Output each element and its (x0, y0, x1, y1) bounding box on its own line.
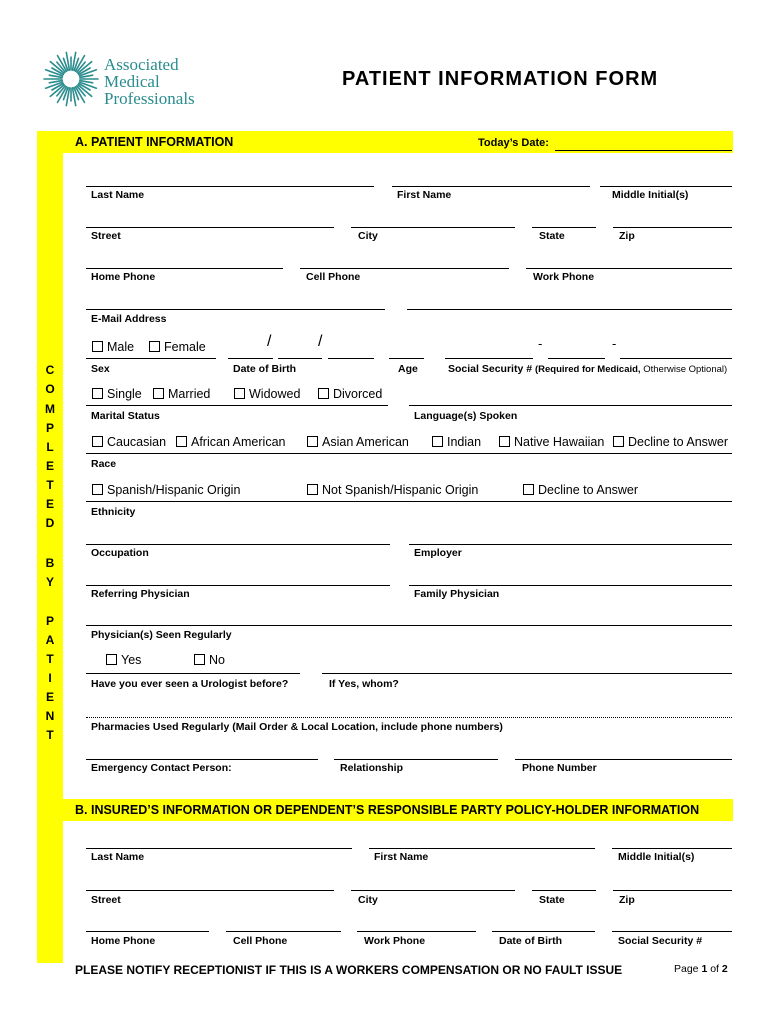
pharmacies-label: Pharmacies Used Regularly (Mail Order & Local Location, include phone numbers) (91, 721, 503, 733)
home-phone-label: Home Phone (91, 271, 156, 283)
b-middle-initial-label: Middle Initial(s) (618, 851, 695, 863)
side-letter: T (46, 652, 54, 666)
race-caucasian-option[interactable]: Caucasian (92, 435, 166, 449)
marital-single-option[interactable]: Single (92, 387, 142, 401)
occupation-label: Occupation (91, 547, 149, 559)
side-letter: T (46, 728, 54, 742)
side-letter: B (45, 556, 55, 570)
work-phone-field[interactable] (526, 268, 732, 269)
b-dob-field[interactable] (492, 931, 595, 932)
ethnicity-not-hispanic-option[interactable]: Not Spanish/Hispanic Origin (307, 483, 478, 497)
checkbox-icon[interactable] (307, 484, 318, 495)
checkbox-icon[interactable] (106, 654, 117, 665)
side-letter: Y (45, 575, 54, 589)
urologist-field (86, 673, 300, 674)
todays-date-field[interactable] (555, 150, 732, 151)
logo-line1: Associated (104, 55, 179, 74)
ethnicity-hispanic-option[interactable]: Spanish/Hispanic Origin (92, 483, 240, 497)
emergency-contact-label: Emergency Contact Person: (91, 762, 232, 774)
employer-label: Employer (414, 547, 462, 559)
ssn-separator-1: - (538, 336, 543, 351)
dob-year-field[interactable] (328, 358, 374, 359)
ssn-part1-field[interactable] (445, 358, 533, 359)
b-state-field[interactable] (532, 890, 596, 891)
race-asian-american-option[interactable]: Asian American (307, 435, 409, 449)
checkbox-icon[interactable] (318, 388, 329, 399)
first-name-label: First Name (397, 189, 452, 201)
ssn-note: (Required for Medicaid, Otherwise Optional) (535, 364, 728, 375)
ethnicity-label: Ethnicity (91, 506, 136, 518)
b-first-name-label: First Name (374, 851, 429, 863)
dob-day-field[interactable] (278, 358, 322, 359)
street-label: Street (91, 230, 121, 242)
dob-label: Date of Birth (233, 363, 296, 375)
sex-male-option[interactable]: Male (92, 340, 134, 354)
family-physician-field[interactable] (409, 585, 732, 586)
home-phone-field[interactable] (86, 268, 283, 269)
state-field[interactable] (532, 227, 596, 228)
race-field (86, 453, 732, 454)
checkbox-icon[interactable] (149, 341, 160, 352)
dob-month-field[interactable] (228, 358, 273, 359)
b-zip-label: Zip (619, 894, 635, 906)
sex-female-option[interactable]: Female (149, 340, 206, 354)
b-street-label: Street (91, 894, 121, 906)
family-physician-label: Family Physician (414, 588, 500, 600)
dob-separator-1: / (267, 333, 272, 350)
if-yes-label: If Yes, whom? (329, 678, 399, 690)
emergency-contact-field[interactable] (86, 759, 318, 760)
physicians-seen-label: Physician(s) Seen Regularly (91, 629, 232, 641)
form-title: PATIENT INFORMATION FORM (342, 68, 659, 90)
b-work-phone-field[interactable] (357, 931, 476, 932)
emergency-phone-field[interactable] (515, 759, 732, 760)
city-label: City (358, 230, 378, 242)
ssn-label: Social Security # (448, 363, 533, 375)
side-letter: P (45, 421, 54, 435)
side-letter: E (45, 459, 54, 473)
urologist-whom-field[interactable] (322, 673, 732, 674)
page-number: Page 1 of 2 (674, 963, 728, 975)
b-first-name-field[interactable] (369, 848, 595, 849)
state-label: State (539, 230, 565, 242)
middle-initial-field[interactable] (600, 186, 732, 187)
pharmacies-field[interactable] (86, 717, 732, 718)
occupation-field[interactable] (86, 544, 390, 545)
checkbox-icon[interactable] (92, 436, 103, 447)
checkbox-icon[interactable] (523, 484, 534, 495)
section-b-title: B. INSURED’S INFORMATION OR DEPENDENT’S RESPONSIBLE PARTY POLICY-HOLDER INFORMATION (75, 803, 700, 817)
ssn-part2-field[interactable] (548, 358, 605, 359)
b-home-phone-label: Home Phone (91, 935, 156, 947)
ethnicity-field (86, 501, 732, 502)
side-letter: T (46, 478, 54, 492)
email-label: E-Mail Address (91, 313, 167, 325)
sex-label: Sex (91, 363, 110, 375)
checkbox-icon[interactable] (194, 654, 205, 665)
ethnicity-decline-option[interactable]: Decline to Answer (523, 483, 638, 497)
b-state-label: State (539, 894, 565, 906)
side-strip (37, 131, 63, 963)
b-last-name-label: Last Name (91, 851, 145, 863)
b-ssn-label: Social Security # (618, 935, 703, 947)
b-middle-initial-field[interactable] (612, 848, 732, 849)
sex-field (86, 358, 216, 359)
logo-line2: Medical (104, 72, 160, 91)
zip-field[interactable] (613, 227, 732, 228)
checkbox-icon[interactable] (613, 436, 624, 447)
marital-divorced-option[interactable]: Divorced (318, 387, 382, 401)
b-city-label: City (358, 894, 378, 906)
cell-phone-label: Cell Phone (306, 271, 361, 283)
logo-line3: Professionals (104, 89, 195, 108)
side-letter: E (45, 690, 54, 704)
languages-field[interactable] (409, 405, 732, 406)
dob-separator-2: / (318, 333, 323, 350)
ssn-separator-2: - (612, 336, 617, 351)
checkbox-icon[interactable] (92, 484, 103, 495)
race-african-american-option[interactable]: African American (176, 435, 285, 449)
checkbox-icon[interactable] (153, 388, 164, 399)
side-letter: M (45, 402, 55, 416)
checkbox-icon[interactable] (92, 341, 103, 352)
email-extra-field[interactable] (407, 309, 732, 310)
referring-physician-label: Referring Physician (91, 588, 190, 600)
b-last-name-field[interactable] (86, 848, 352, 849)
side-letter: O (45, 382, 55, 396)
checkbox-icon[interactable] (432, 436, 443, 447)
zip-label: Zip (619, 230, 635, 242)
race-native-hawaiian-option[interactable]: Native Hawaiian (499, 435, 604, 449)
last-name-field[interactable] (86, 186, 374, 187)
marital-married-option[interactable]: Married (153, 387, 210, 401)
b-ssn-field[interactable] (612, 931, 732, 932)
first-name-field[interactable] (392, 186, 590, 187)
b-cell-phone-field[interactable] (226, 931, 341, 932)
race-label: Race (91, 458, 117, 470)
relationship-label: Relationship (340, 762, 404, 774)
ssn-part3-field[interactable] (620, 358, 732, 359)
section-a-title: A. PATIENT INFORMATION (75, 135, 234, 149)
b-city-field[interactable] (351, 890, 515, 891)
race-indian-option[interactable]: Indian (432, 435, 481, 449)
marital-status-label: Marital Status (91, 410, 160, 422)
side-letter: L (46, 440, 54, 454)
city-field[interactable] (351, 227, 515, 228)
age-label: Age (398, 363, 418, 375)
side-letter: N (45, 709, 55, 723)
work-phone-label: Work Phone (533, 271, 595, 283)
side-letter: P (45, 614, 54, 628)
checkbox-icon[interactable] (92, 388, 103, 399)
b-cell-phone-label: Cell Phone (233, 935, 288, 947)
last-name-label: Last Name (91, 189, 145, 201)
checkbox-icon[interactable] (499, 436, 510, 447)
phone-number-label: Phone Number (522, 762, 597, 774)
footer-notice: PLEASE NOTIFY RECEPTIONIST IF THIS IS A WORKERS COMPENSATION OR NO FAULT ISSUE (75, 963, 623, 977)
urologist-no-option[interactable]: No (194, 653, 225, 667)
checkbox-icon[interactable] (234, 388, 245, 399)
employer-field[interactable] (409, 544, 732, 545)
cell-phone-field[interactable] (300, 268, 509, 269)
languages-label: Language(s) Spoken (414, 410, 518, 422)
sunburst-logo-icon (42, 50, 100, 108)
b-work-phone-label: Work Phone (364, 935, 426, 947)
middle-initial-label: Middle Initial(s) (612, 189, 689, 201)
urologist-question-label: Have you ever seen a Urologist before? (91, 678, 289, 690)
todays-date-label: Today’s Date: (478, 137, 549, 149)
side-letter: A (45, 633, 55, 647)
b-dob-label: Date of Birth (499, 935, 562, 947)
relationship-field[interactable] (334, 759, 498, 760)
checkbox-icon[interactable] (176, 436, 187, 447)
side-letter: I (48, 671, 52, 685)
email-field[interactable] (86, 309, 385, 310)
side-letter: C (45, 363, 55, 377)
b-zip-field[interactable] (613, 890, 732, 891)
b-home-phone-field[interactable] (86, 931, 209, 932)
street-field[interactable] (86, 227, 334, 228)
physicians-seen-field[interactable] (86, 625, 732, 626)
race-decline-option[interactable]: Decline to Answer (613, 435, 728, 449)
urologist-yes-option[interactable]: Yes (106, 653, 141, 667)
marital-field (86, 405, 388, 406)
side-letter: E (45, 497, 54, 511)
marital-widowed-option[interactable]: Widowed (234, 387, 300, 401)
b-street-field[interactable] (86, 890, 334, 891)
referring-physician-field[interactable] (86, 585, 390, 586)
age-field[interactable] (389, 358, 424, 359)
side-letter: D (45, 516, 55, 530)
checkbox-icon[interactable] (307, 436, 318, 447)
